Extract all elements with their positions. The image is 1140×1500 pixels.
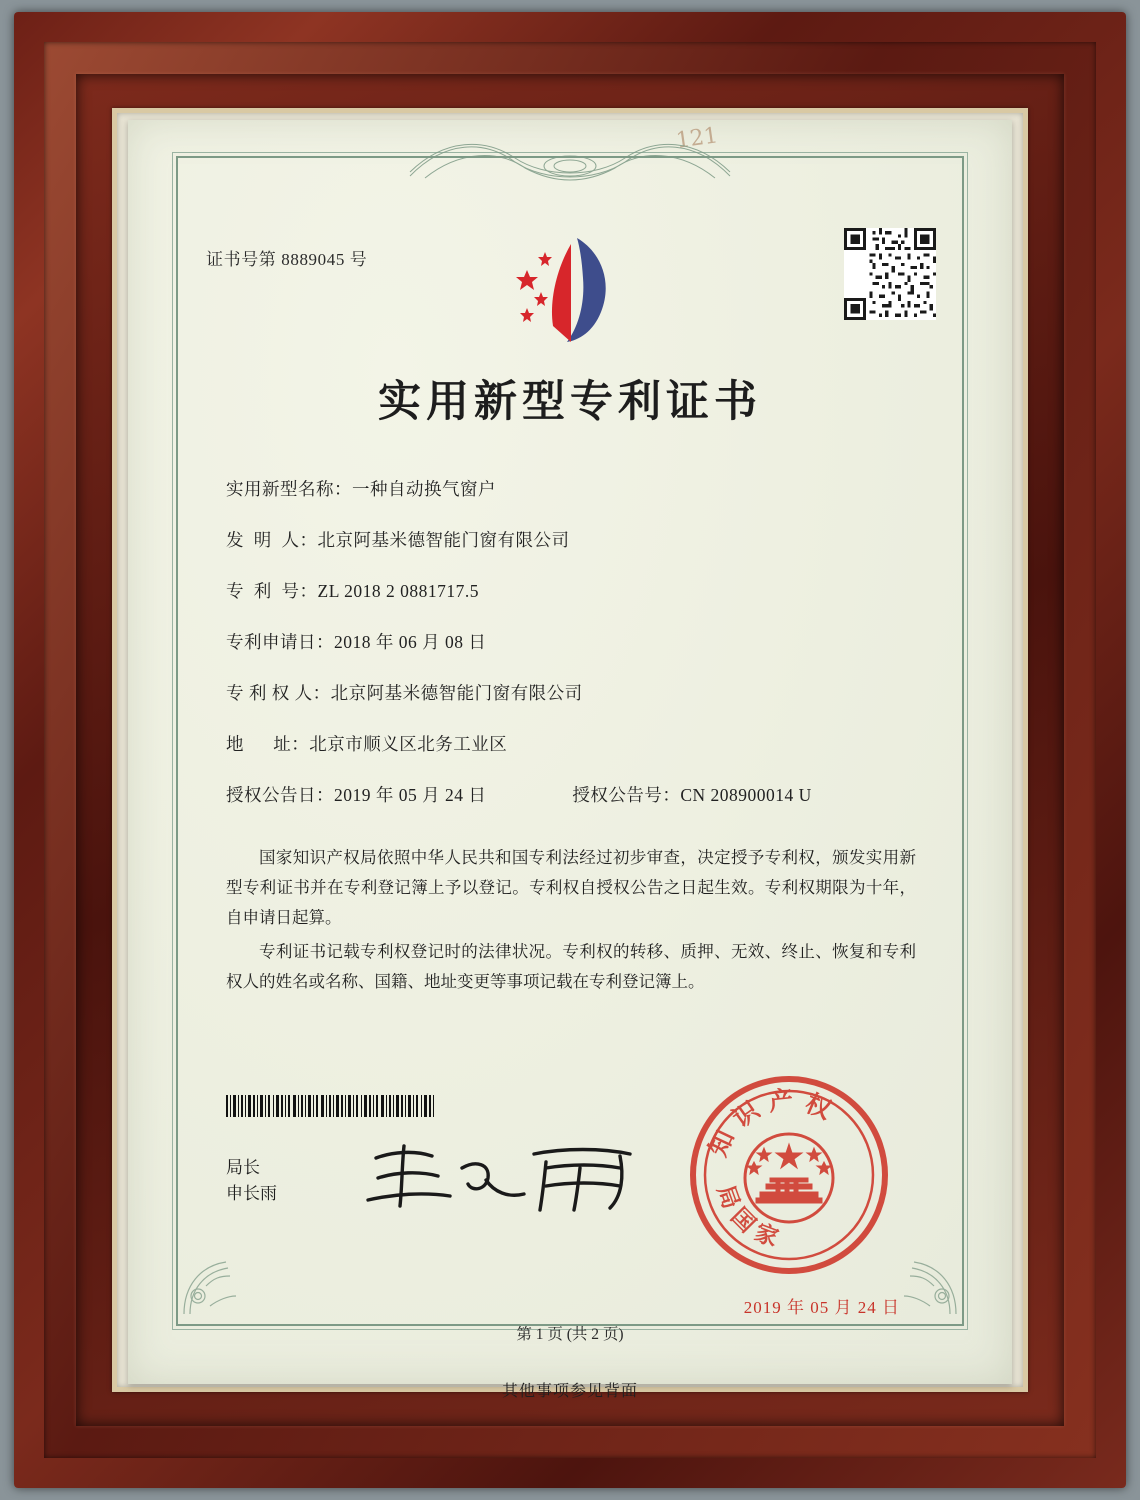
- cnipa-logo-icon: [505, 230, 635, 345]
- grant-number-value: CN 208900014 U: [680, 785, 812, 805]
- patent-fields: [226, 476, 926, 823]
- back-side-note: 其他事项参见背面: [501, 1383, 638, 1400]
- handwritten-pen-mark: 121: [674, 123, 720, 154]
- field-label: 专 利 权 人：: [226, 683, 331, 703]
- field-label: 实用新型名称：: [226, 479, 352, 499]
- handwritten-signature: [358, 1138, 648, 1218]
- grant-date-value: 2019 年 05 月 24 日: [334, 785, 487, 805]
- field-row-utility-model-name: [226, 476, 926, 501]
- field-value: 北京阿基米德智能门窗有限公司: [330, 683, 583, 703]
- field-label: 发 明 人：: [226, 530, 318, 550]
- grant-number-label: 授权公告号：: [572, 785, 681, 805]
- field-value: 2018 年 06 月 08 日: [334, 632, 487, 652]
- field-label: 专利申请日：: [226, 632, 334, 652]
- certificate-number: 证书号第 8889045 号: [206, 250, 368, 269]
- paragraph-registry-statement: 专利证书记载专利权登记时的法律状况。专利权的转移、质押、无效、终止、恢复和专利权人的姓名或名称、国籍、地址变更等事项记载在专利登记簿上。: [226, 942, 916, 991]
- qr-code: [844, 228, 936, 320]
- field-row-grant-announcement: [226, 782, 926, 807]
- director-name: 申长雨: [226, 1184, 277, 1203]
- field-row-patent-number: [226, 578, 926, 603]
- certificate-title: 实用新型专利证书: [378, 377, 762, 427]
- legal-text-block: [226, 843, 916, 1001]
- svg-text:知 识 产 权: 知 识 产 权: [703, 1085, 836, 1161]
- certificate-paper: [128, 120, 1012, 1400]
- director-title-label: 局长: [226, 1158, 260, 1177]
- field-value: ZL 2018 2 0881717.5: [317, 581, 479, 601]
- corner-ornament-right: [898, 1256, 960, 1318]
- field-row-patentee: [226, 680, 926, 705]
- page-indicator: 第 1 页 (共 2 页): [516, 1326, 624, 1343]
- official-seal: [684, 1070, 894, 1280]
- field-value: 北京市顺义区北务工业区: [309, 734, 508, 754]
- paragraph-grant-statement: 国家知识产权局依照中华人民共和国专利法经过初步审查，决定授予专利权，颁发实用新型专利证书并在专利登记簿上予以登记。专利权自授权公告之日起生效。专利权期限为十年，自申请日起算。: [226, 848, 916, 927]
- svg-text:局 国 家: 局 国 家: [711, 1181, 782, 1253]
- field-row-application-date: [226, 629, 926, 654]
- top-ornament: [405, 138, 735, 182]
- field-row-inventor: [226, 527, 926, 552]
- field-value: 北京阿基米德智能门窗有限公司: [317, 530, 570, 550]
- field-label: 地 址：: [226, 734, 310, 754]
- field-row-address: [226, 731, 926, 756]
- grant-date-label: 授权公告日：: [226, 785, 334, 805]
- corner-ornament-left: [180, 1256, 242, 1318]
- signature-block: [226, 1155, 277, 1207]
- field-label: 专 利 号：: [226, 581, 318, 601]
- barcode: [226, 1095, 436, 1117]
- seal-date: 2019 年 05 月 24 日: [743, 1298, 900, 1317]
- field-value: 一种自动换气窗户: [352, 479, 496, 499]
